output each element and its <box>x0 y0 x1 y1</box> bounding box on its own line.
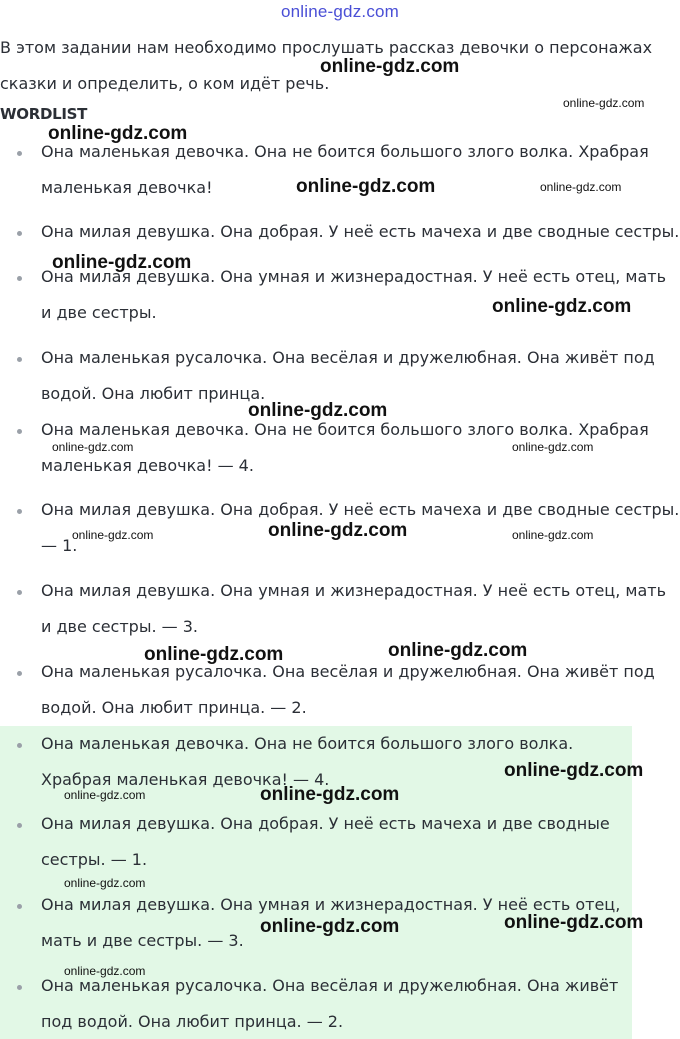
watermark-text: online-gdz.com <box>268 520 408 541</box>
bullet-icon <box>17 823 22 828</box>
list-item-text: Она милая девушка. Она добрая. У неё есть мачеха и две сводные сестры. — 1. <box>41 814 610 869</box>
watermark-text: online-gdz.com <box>64 876 146 890</box>
bullet-icon <box>17 357 22 362</box>
bullet-icon <box>17 429 22 434</box>
list-item-text: Она милая девушка. Она добрая. У неё есть мачеха и две сводные сестры. <box>41 222 680 241</box>
watermark-text: online-gdz.com <box>512 440 594 454</box>
list-item-text: Она маленькая русалочка. Она весёлая и дружелюбная. Она живёт под водой. Она любит принца. — 2. <box>41 976 619 1031</box>
bullet-icon <box>17 904 22 909</box>
list-item <box>0 654 660 726</box>
watermark-text: online-gdz.com <box>296 176 436 197</box>
list-item-text: Она милая девушка. Она умная и жизнерадостная. У неё есть отец, мать и две сестры. — 3. <box>41 581 666 636</box>
watermark-text: online-gdz.com <box>48 123 188 144</box>
list-item <box>0 214 680 250</box>
watermark-text: online-gdz.com <box>512 528 594 542</box>
watermark-text: online-gdz.com <box>504 912 644 933</box>
bullet-icon <box>17 743 22 748</box>
watermark-text: online-gdz.com <box>260 916 400 937</box>
list-item-text: Она милая девушка. Она умная и жизнерадостная. У неё есть отец, мать и две сестры. <box>41 267 666 322</box>
bullet-icon <box>17 231 22 236</box>
watermark-text: online-gdz.com <box>144 644 284 665</box>
list-item-text: Она милая девушка. Она умная и жизнерадостная. У неё есть отец, мать и две сестры. — 3. <box>41 895 621 950</box>
bullet-icon <box>17 985 22 990</box>
watermark-text: online-gdz.com <box>248 400 388 421</box>
list-item <box>0 968 620 1039</box>
wordlist-heading: WORDLIST <box>0 105 88 123</box>
task-intro-text: В этом задании нам необходимо прослушать рассказ девочки о персонажах сказки и определить, о ком идёт речь. <box>0 38 653 93</box>
watermark-text: online-gdz.com <box>492 296 632 317</box>
watermark-text: online-gdz.com <box>260 784 400 805</box>
bullet-icon <box>17 590 22 595</box>
list-item-text: Она маленькая девочка. Она не боится большого злого волка. Храбрая маленькая девочка! <box>41 142 649 197</box>
bullet-icon <box>17 509 22 514</box>
bullet-icon <box>17 276 22 281</box>
watermark-text: online-gdz.com <box>64 964 146 978</box>
watermark-text: online-gdz.com <box>320 56 460 77</box>
watermark-text: online-gdz.com <box>504 760 644 781</box>
bullet-icon <box>17 151 22 156</box>
watermark-text: online-gdz.com <box>540 180 622 194</box>
list-item <box>0 806 625 878</box>
list-item-text: Она маленькая девочка. Она не боится большого злого волка. Храбрая маленькая девочка! — 4. <box>41 420 649 475</box>
watermark-text: online-gdz.com <box>64 788 146 802</box>
watermark-text: online-gdz.com <box>72 528 154 542</box>
list-item-text: Она милая девушка. Она добрая. У неё есть мачеха и две сводные сестры. — 1. <box>41 500 680 555</box>
bullet-icon <box>17 671 22 676</box>
list-item-text: Она маленькая девочка. Она не боится большого злого волка. Храбрая маленькая девочка! — 4. <box>41 734 574 789</box>
watermark-text: online-gdz.com <box>52 440 134 454</box>
watermark-text: online-gdz.com <box>388 640 528 661</box>
list-item <box>0 573 675 645</box>
watermark-text: online-gdz.com <box>563 96 645 110</box>
watermark-text: online-gdz.com <box>52 252 192 273</box>
list-item-text: Она маленькая русалочка. Она весёлая и дружелюбная. Она живёт под водой. Она любит принца. — 2. <box>41 662 655 717</box>
site-header-link[interactable]: online-gdz.com <box>280 2 400 21</box>
list-item-text: Она маленькая русалочка. Она весёлая и дружелюбная. Она живёт под водой. Она любит принца. <box>41 348 655 403</box>
